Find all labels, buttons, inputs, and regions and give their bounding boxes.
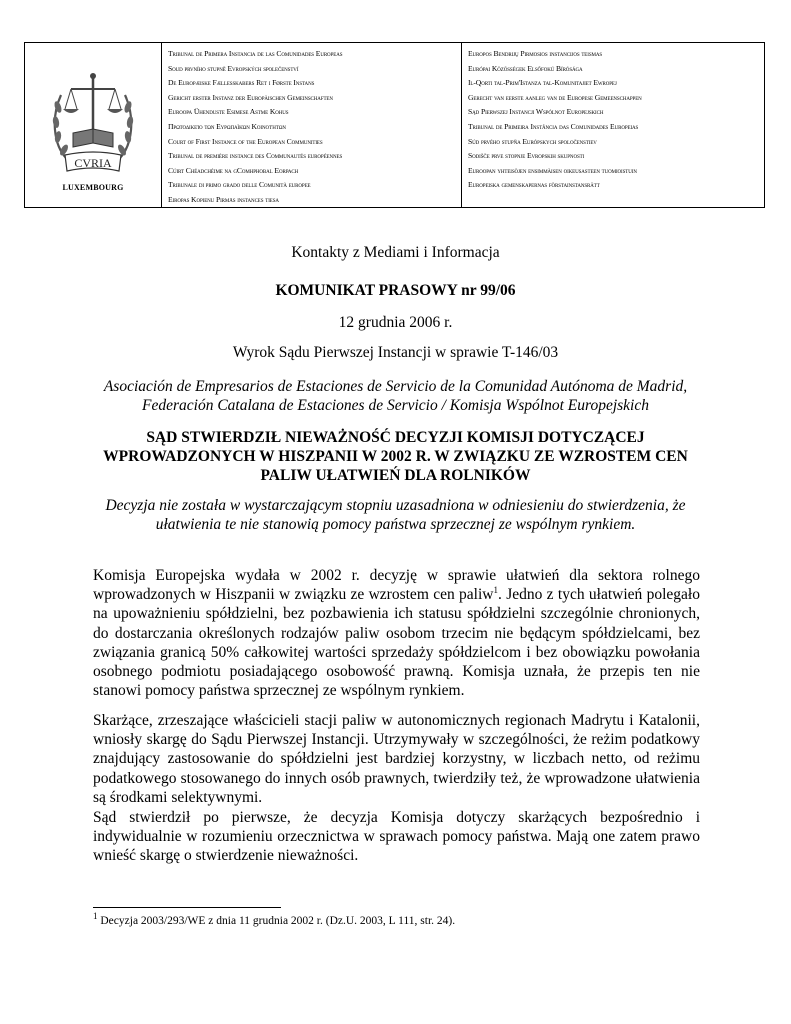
court-name: Gericht erster Instanz der Europäischen Gemeinschaften xyxy=(168,92,333,102)
court-name: Europeiska gemenskapernas förstainstansrätt xyxy=(468,180,600,190)
body-paragraph-3: Sąd stwierdził po pierwsze, że decyzja Komisja dotyczy skarżących bezpośrednio i indywidualnie w rozumieniu orzecznictwa w sprawach pomocy państwa. Mają one zatem prawo wnieść skargę o stwierdzenie nieważności. xyxy=(93,809,700,865)
judgment-reference: Wyrok Sądu Pierwszej Instancji w sprawie T-146/03 xyxy=(232,344,559,361)
location-label: LUXEMBOURG xyxy=(62,183,124,192)
court-name: Európai Közösségek Elsőfokú Bírósága xyxy=(468,63,583,73)
headline-line: PALIW UŁATWIEŃ DLA ROLNIKÓW xyxy=(260,467,531,484)
court-name: Euroopan yhteisöjen ensimmäisen oikeusasteen tuomioistuin xyxy=(468,165,637,175)
court-name: Súd prvého stupňa Európskych spoločenstiev xyxy=(468,136,597,146)
footnote xyxy=(93,911,456,927)
court-name: Euroopa Ühenduste Esimese Astme Kohus xyxy=(168,107,289,117)
court-header xyxy=(24,42,765,208)
court-name: De Europæiske Fællesskabers Ret i Første Instans xyxy=(168,78,315,88)
paragraph-text: . Jedno z tych ułatwień polegało na upoważnieniu spółdzielni, bez pozbawienia ich statusu spółdzielni szczególnie chronionych, do dostarczania określonych rodzajów paliw osobom trzecim nie będącym spółdzielcami, bez związania granicą 50% całkowitej wartości sprzedaży spółdzielcom i bez obowiązku powołania osobnego podmiotu posiadającego osobowość prawną. Komisja uznała, że przepis ten nie stanowi pomocy państwa sprzecznej ze wspólnym rynkiem. xyxy=(93,586,700,700)
footnote-reference[interactable]: 1 xyxy=(493,585,498,596)
headline xyxy=(0,428,791,485)
press-release-title: KOMUNIKAT PRASOWY nr 99/06 xyxy=(275,282,516,299)
headline-line: SĄD STWIERDZIŁ NIEWAŻNOŚĆ DECYZJI KOMISJI DOTYCZĄCEJ xyxy=(146,429,645,446)
court-name: Tribunal de Primera Instancia de las Comunidades Europeas xyxy=(168,49,343,58)
court-name: Πρωτοδικείο των Ευρωπαϊκών Κοινοτήτων xyxy=(168,121,286,131)
court-name: Court of First Instance of the European Communities xyxy=(168,136,323,146)
court-name: Tribunal de Primeira Instância das Comunidades Europeias xyxy=(468,121,639,131)
parties-line: Federación Catalana de Estaciones de Servicio / Komisja Wspólnot Europejskich xyxy=(142,397,649,414)
footnote-divider xyxy=(93,907,281,908)
court-name: Tribunale di primo grado delle Comunità europee xyxy=(168,180,311,190)
body-paragraph-2: Skarżące, zrzeszające właścicieli stacji paliw w autonomicznych regionach Madrytu i Katalonii, wniosły skargę do Sądu Pierwszej Instancji. Utrzymywały w szczególności, że reżim podatkowy znajdujący zastosowanie do spółdzielni jest bardziej korzystny, w liczbach netto, od reżimu podatkowego stosowanego do innych osób prawnych, twierdziły też, że wprowadzone ułatwienia są środkami selektywnymi. xyxy=(93,712,700,806)
summary xyxy=(0,496,791,534)
footnote-number: 1 xyxy=(93,911,98,922)
court-names-right xyxy=(462,43,764,207)
court-name: Soud prvního stupně Evropských společenství xyxy=(168,63,299,73)
court-name: Tribunal de première instance des Communautés européennes xyxy=(168,151,343,161)
court-name: Gerecht van eerste aanleg van de Europese Gemeenschappen xyxy=(468,92,642,102)
release-date: 12 grudnia 2006 r. xyxy=(338,314,453,331)
court-name: Sodišče prve stopnje Evropskih skupnosti xyxy=(468,151,585,161)
summary-line: ułatwienia te nie stanowią pomocy państwa sprzecznej ze wspólnym rynkiem. xyxy=(155,516,636,533)
court-name: Cúirt Chéadchéime na gComhphobal Eorpach xyxy=(168,165,299,175)
summary-line: Decyzja nie została w wystarczającym stopniu uzasadniona w odniesieniu do stwierdzenia, że xyxy=(105,497,686,514)
court-names-left xyxy=(162,43,462,207)
court-name: Il-Qorti tal-Prim'Istanza tal-Komunitajiet Ewropej xyxy=(468,78,617,88)
curia-logo-cell xyxy=(25,43,162,207)
headline-line: WPROWADZONYCH W HISZPANII W 2002 R. W ZWIĄZKU ZE WZROSTEM CEN xyxy=(103,448,688,465)
media-contact-line: Kontakty z Mediami i Informacja xyxy=(291,244,500,261)
parties-line: Asociación de Empresarios de Estaciones de Servicio de la Comunidad Autónoma de Madrid, xyxy=(103,378,688,395)
case-parties xyxy=(0,377,791,415)
footnote-text: Decyzja 2003/293/WE z dnia 11 grudnia 2002 r. (Dz.U. 2003, L 111, str. 24). xyxy=(97,915,456,927)
court-name: Eiropas Kopienu Pirmās instances tiesa xyxy=(168,194,279,204)
court-name: Europos Bendrijų Pirmosios instancijos teismas xyxy=(468,49,603,58)
paragraph-text: Komisja Europejska wydała w 2002 r. decyzję w sprawie ułatwień dla sektora rolnego wprowadzonych w Hiszpanii w związku ze wzrostem cen paliw xyxy=(93,567,700,604)
logo-text: CVRIA xyxy=(74,156,112,170)
curia-scales-logo-icon xyxy=(47,67,139,175)
court-name: Sąd Pierwszej Instancji Wspólnot Europejskich xyxy=(468,107,604,117)
body-paragraph-1 xyxy=(93,566,700,700)
